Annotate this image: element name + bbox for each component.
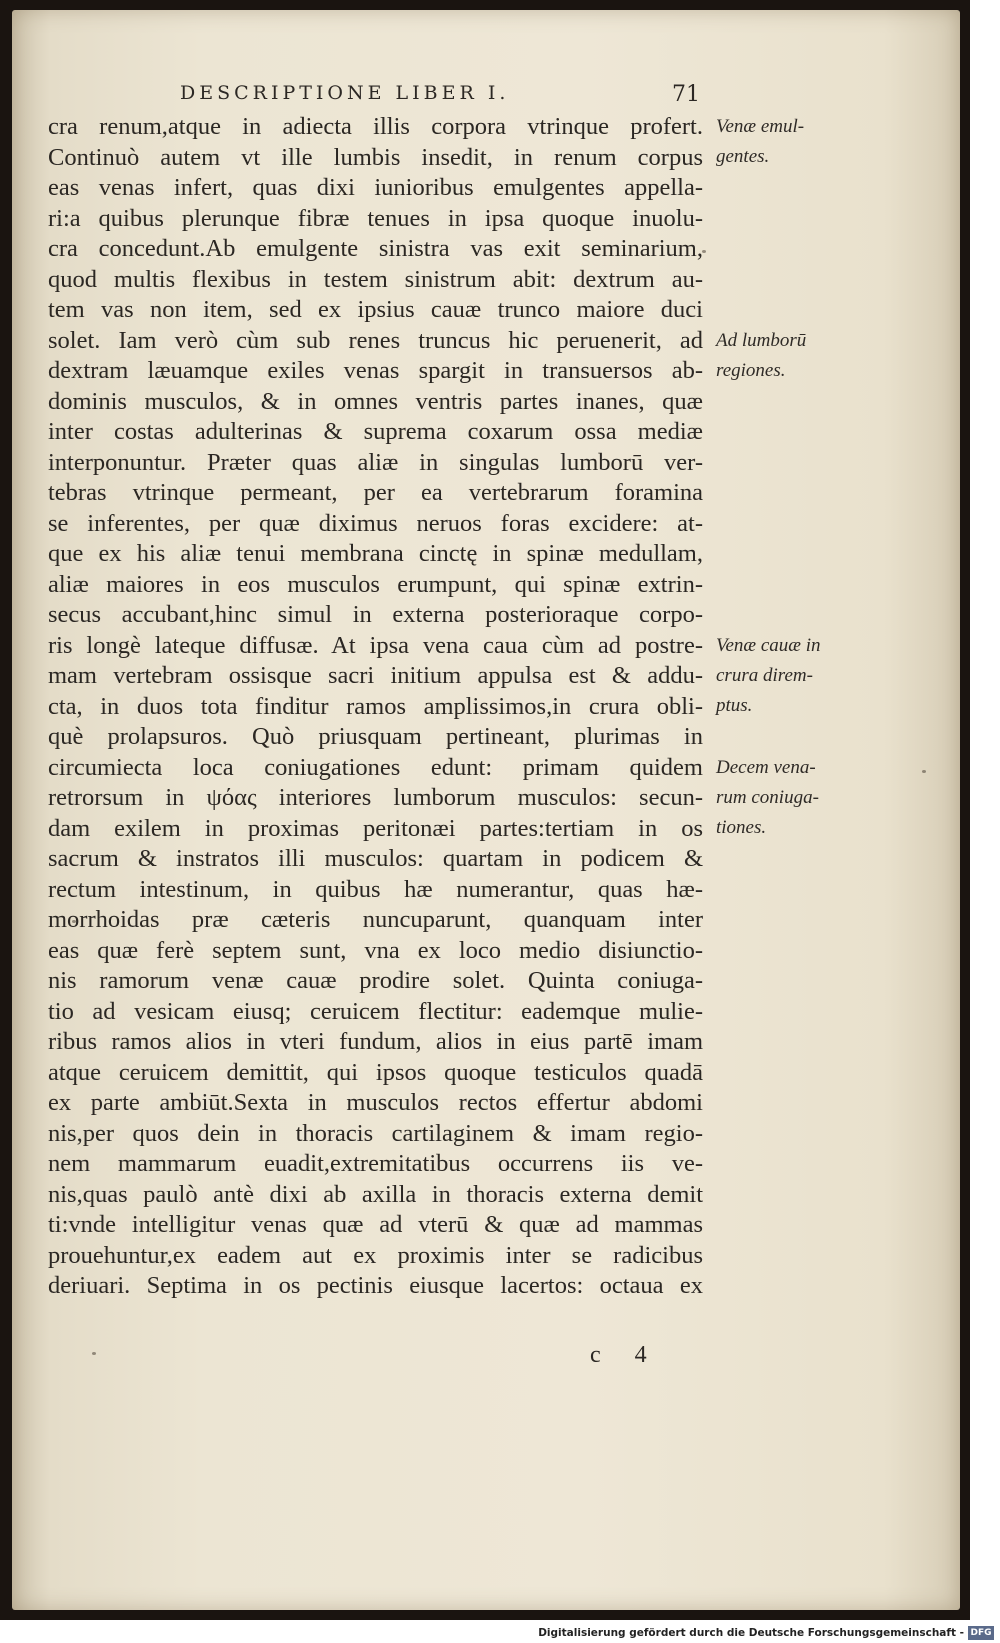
text-line: tem vas non item, sed ex ipsius cauæ trunco maiore duci — [48, 296, 703, 323]
text-line: nem mammarum euadit,extremitatibus occurrens iis ve- — [48, 1150, 703, 1177]
margin-note-line: Decem vena- — [716, 756, 816, 778]
ink-speck — [92, 1352, 96, 1355]
text-line: ris longè lateque diffusæ. At ipsa vena caua cùm ad postre- — [48, 631, 703, 659]
text-line: Continuò autem vt ille lumbis insedit, in renum corpus — [48, 143, 703, 171]
text-line: dextram læuamque exiles venas spargit in transuersos ab- — [48, 357, 703, 384]
signature-mark: c 4 — [590, 1342, 661, 1368]
text-line: que ex his aliæ tenui membrana cinctę in spinæ medullam, — [48, 540, 703, 567]
text-line: ribus ramos alios in vteri fundum, alios in eius partē imam — [48, 1028, 703, 1055]
text-line: solet. Iam verò cùm sub renes truncus hic peruenerit, ad — [48, 326, 703, 354]
text-line: quod multis flexibus in testem sinistrum abit: dextrum au- — [48, 265, 703, 293]
text-line: dominis musculos, & in omnes ventris partes inanes, quæ — [48, 387, 703, 415]
text-line: mam vertebram ossisque sacri initium appulsa est & addu- — [48, 662, 703, 689]
text-line: tebras vtrinque permeant, per ea vertebrarum foramina — [48, 479, 703, 506]
text-line: sacrum & instratos illi musculos: quartam in podicem & — [48, 845, 703, 872]
margin-note-line: Venæ cauæ in — [716, 634, 821, 656]
text-line: cra concedunt.Ab emulgente sinistra vas exit seminarium, — [48, 235, 703, 262]
margin-note-line: Venæ emul- — [716, 116, 805, 137]
text-line: nis,per quos dein in thoracis cartilaginem & imam regio- — [48, 1119, 703, 1147]
text-line: circumiecta loca coniugationes edunt: primam quidem — [48, 753, 703, 781]
margin-note — [716, 753, 834, 843]
text-line: deriuari. Septima in os pectinis eiusque lacertos: octaua ex — [48, 1272, 703, 1299]
dfg-logo: DFG — [968, 1626, 994, 1640]
body-text — [48, 112, 703, 1302]
text-line: secus accubant,hinc simul in externa posterioraque corpo- — [48, 601, 703, 628]
running-head — [180, 82, 700, 107]
margin-note-line: tiones. — [716, 816, 767, 838]
text-line: ti:vnde intelligitur venas quæ ad vterū & quæ ad mammas — [48, 1211, 703, 1238]
ink-speck — [922, 770, 926, 773]
text-line: nis ramorum venæ cauæ prodire solet. Quinta coniuga- — [48, 967, 703, 994]
margin-note-line: gentes. — [716, 146, 770, 167]
text-line: morrhoidas præ cæteris nuncuparunt, quanquam inter — [48, 906, 703, 933]
margin-note-line: rum coniuga- — [716, 786, 819, 808]
margin-note-line: regiones. — [716, 359, 786, 381]
footer-bar — [0, 1620, 1000, 1643]
text-line: rectum intestinum, in quibus hæ numerantur, quas hæ- — [48, 875, 703, 903]
text-line: se inferentes, per quæ diximus neruos foras excidere: at- — [48, 509, 703, 537]
running-head-title: DESCRIPTIONE LIBER I. — [180, 82, 510, 104]
text-line: què prolapsuros. Quò priusquam pertineant, plurimas in — [48, 723, 703, 750]
margin-note — [716, 112, 834, 172]
text-line: eas venas infert, quas dixi iunioribus emulgentes appella- — [48, 174, 703, 201]
text-line: cta, in duos tota finditur ramos amplissimos,in crura obli- — [48, 692, 703, 720]
margin-note-line: crura direm- — [716, 664, 813, 686]
text-line: prouehuntur,ex eadem aut ex proximis inter se radicibus — [48, 1241, 703, 1269]
text-line: aliæ maiores in eos musculos erumpunt, qui spinæ extrin- — [48, 570, 703, 598]
text-line: dam exilem in proximas peritonæi partes:tertiam in os — [48, 814, 703, 842]
text-line: tio ad vesicam eiusq; ceruicem flectitur: eademque mulie- — [48, 997, 703, 1025]
margin-note-line: ptus. — [716, 694, 753, 716]
page-number: 71 — [672, 82, 700, 107]
text-line: cra renum,atque in adiecta illis corpora vtrinque profert. — [48, 113, 703, 140]
text-line: ri:a quibus plerunque fibræ tenues in ipsa quoque inuolu- — [48, 204, 703, 232]
text-line: atque ceruicem demittit, qui ipsos quoque testiculos quadā — [48, 1058, 703, 1086]
text-line: inter costas adulterinas & suprema coxarum ossa mediæ — [48, 418, 703, 445]
text-line: interponuntur. Præter quas aliæ in singulas lumborū ver- — [48, 448, 703, 476]
text-line: retrorsum in ψόας interiores lumborum musculos: secun- — [48, 784, 703, 811]
margin-note — [716, 326, 834, 386]
funding-credit: Digitalisierung gefördert durch die Deutsche Forschungsgemeinschaft - — [538, 1627, 964, 1639]
margin-note — [716, 631, 834, 721]
text-line: nis,quas paulò antè dixi ab axilla in thoracis externa demit — [48, 1180, 703, 1208]
text-line: eas quæ ferè septem sunt, vna ex loco medio disiunctio- — [48, 936, 703, 964]
text-line: ex parte ambiūt.Sexta in musculos rectos effertur abdomi — [48, 1089, 703, 1116]
margin-note-line: Ad lumborū — [716, 329, 807, 351]
